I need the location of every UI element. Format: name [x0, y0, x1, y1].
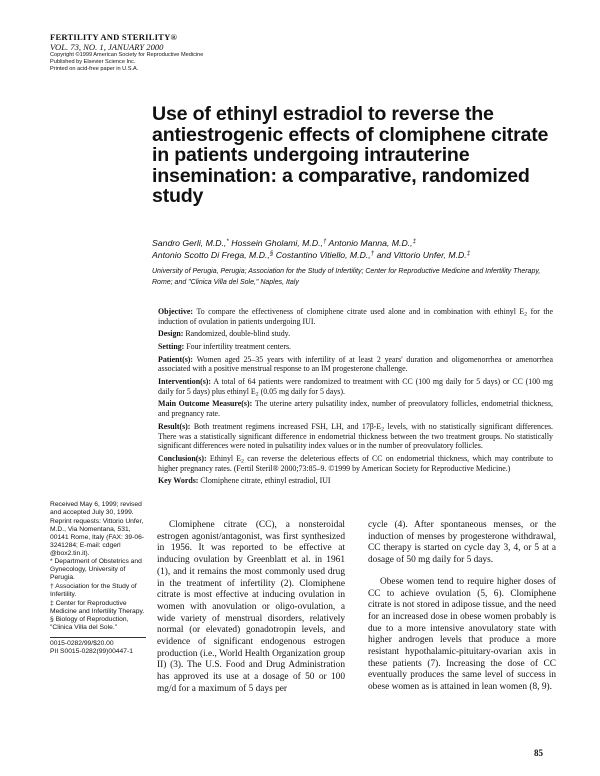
journal-issue: VOL. 73, NO. 1, JANUARY 2000 — [50, 42, 164, 52]
subscript: 2 — [524, 311, 528, 318]
author-mark: * — [226, 238, 229, 246]
abstract-outcome — [158, 399, 553, 419]
received-dates: Received May 6, 1999; revised and accepted July 30, 1999. — [50, 501, 142, 517]
abstract-setting — [158, 342, 553, 352]
abstract-label: Main Outcome Measure(s): — [158, 399, 253, 409]
author-name: Sandro Gerli, M.D., — [152, 238, 227, 248]
author-mark: § — [269, 250, 274, 258]
abstract-text: Both treatment regimens increased FSH, LH, and 17β-E — [190, 421, 382, 431]
author-name: Antonio Scotto Di Frega, M.D., — [152, 250, 270, 261]
abstract-label: Conclusion(s): — [158, 453, 207, 463]
issn-code: 0015-0282/99/$20.00 — [50, 640, 114, 648]
abstract-label: Patient(s): — [158, 354, 194, 364]
abstract — [158, 307, 553, 489]
abstract-label: Result(s): — [158, 421, 191, 431]
body-paragraph: cycle (4). After spontaneous menses, or the induction of menses by progesterone withdrawal, CC therapy is started on cycle day 3, 4, or 5 at a dosage of 50 mg daily for 5 days. — [368, 520, 556, 566]
author-name: Costantino Vitiello, M.D., — [273, 250, 371, 261]
author-line-1 — [152, 237, 552, 249]
abstract-objective — [158, 307, 553, 327]
footnote-1: * Department of Obstetrics and Gynecology, University of Perugia. — [50, 558, 142, 582]
publisher-line: Published by Elsevier Science Inc. — [50, 59, 136, 66]
author-mark: ‡ — [466, 250, 471, 258]
article-codes — [50, 637, 147, 656]
copyright-line: Copyright ©1999 American Society for Reproductive Medicine — [50, 52, 204, 58]
abstract-text: Ethinyl E — [206, 453, 242, 463]
keywords-text: Clomiphene citrate, ethinyl estradiol, IUI — [198, 476, 331, 486]
subscript: 2 — [381, 426, 385, 433]
abstract-design — [158, 329, 553, 339]
footnote-3: ‡ Center for Reproductive Medicine and Infertility Therapy. — [50, 599, 145, 615]
abstract-text: levels, with no statistically significant differences. There was a statistically significant difference in endometrial thickness between the two treatment groups. No statistically significant differences were noted in pulsatility index values or in the number of preovulatory follicles. — [158, 421, 553, 451]
abstract-text: Randomized, double-blind study. — [183, 329, 291, 339]
journal-name: FERTILITY AND STERILITY® — [50, 32, 178, 42]
abstract-text: for the induction of ovulation in patients undergoing IUI. — [158, 307, 553, 326]
author-name: Antonio Manna, M.D., — [326, 238, 413, 248]
body-column-left — [157, 520, 345, 696]
abstract-text: A total of 64 patients were randomized to treatment with CC (100 mg daily for 5 days) or CC (100 mg daily for 5 days) plus ethinyl E — [158, 377, 553, 396]
abstract-conclusions — [158, 454, 553, 474]
page-number: 85 — [534, 748, 543, 758]
abstract-label: Setting: — [158, 342, 185, 352]
abstract-results — [158, 422, 553, 451]
body-column-right — [368, 520, 556, 694]
sidebar-notes — [50, 501, 147, 656]
author-mark: † — [322, 238, 327, 246]
author-line-2 — [152, 249, 552, 261]
abstract-label: Design: — [158, 329, 184, 339]
affiliation: University of Perugia, Perugia; Association for the Study of Infertility; Center for Reproductive Medicine and Infertility Therapy, Rome; and "Clinica Villa del Sole," Naples, Italy — [152, 268, 541, 286]
abstract-text: To compare the effectiveness of clomiphene citrate used alone and in combination with ethinyl E — [193, 307, 525, 316]
abstract-text: (0.05 mg daily for 5 days). — [258, 386, 345, 396]
divider — [50, 637, 146, 638]
author-name: Hossein Gholami, M.D., — [228, 238, 323, 248]
footnote-2: † Association for the Study of Infertility. — [50, 582, 137, 599]
abstract-label: Intervention(s): — [158, 377, 212, 387]
article-title: Use of ethinyl estradiol to reverse the antiestrogenic effects of clomiphene citrate in patients undergoing intrauterine insemination: a comparative, randomized study — [152, 103, 549, 207]
body-paragraph: Obese women tend to require higher doses of CC to achieve ovulation (5, 6). Clomiphene citrate is not stored in adipose tissue, and the need for an increased dose in obese women probably is due to a more intensive anovulatory state with higher androgen levels that produce a more resistant hypothalamic-pituitary-ovarian axis in these patients (7). Increasing the dose of CC eventually produces the same level of success in obese women as is attained in lean women (8, 9). — [368, 576, 556, 693]
paper-note: Printed on acid-free paper in U.S.A. — [50, 66, 139, 73]
author-mark: † — [370, 250, 375, 258]
abstract-label: Key Words: — [158, 476, 199, 486]
subscript: 2 — [255, 391, 259, 398]
abstract-text: Four infertility treatment centers. — [184, 342, 292, 352]
keywords — [158, 476, 553, 486]
author-mark: ‡ — [412, 238, 417, 246]
abstract-text: The uterine artery pulsatility index, number of preovulatory follicles, endometrial thickness, and pregnancy rate. — [158, 399, 553, 419]
abstract-text: Women aged 25–35 years with infertility of at least 2 years' duration and oligomenorrhea or amenorrhea associated with a positive menstrual response to an IM progesterone challenge. — [158, 354, 553, 374]
footnote-4: § Biology of Reproduction, "Clinica Villa del Sole." — [50, 616, 129, 632]
abstract-text: can reverse the deleterious effects of CC on endometrial thickness, which may contribute to higher pregnancy rates. (Fertil Steril® 2000;73:85–9. ©1999 by American Society for Reproductive Medicine.) — [158, 453, 553, 473]
author-list — [152, 237, 552, 262]
abstract-patients — [158, 355, 553, 375]
abstract-label: Objective: — [158, 307, 194, 316]
subscript: 2 — [241, 458, 245, 465]
author-name: and Vittorio Unfer, M.D. — [374, 250, 467, 261]
journal-header — [50, 32, 290, 74]
body-paragraph: Clomiphene citrate (CC), a nonsteroidal estrogen agonist/antagonist, was first synthesized in 1956. It was reported to be effective at inducing ovulation by Greenblatt et al. in 1961 (1), and it remains the most commonly used drug in the treatment of infertility (2). Clomiphene citrate is most effective at inducing ovulation in women with anovulation or oligo-ovulation, a wide variety of menstrual disorders, relatively normal (or elevated) gonadotropin levels, and evidence of significant endogenous estrogen production (i.e., World Health Organization group II) (3). The U.S. Food and Drug Administration has approved its use at a dosage of 50 or 100 mg/d for a maximum of 5 days per — [157, 520, 345, 694]
pii-code: PII S0015-0282(99)00447-1 — [50, 648, 133, 656]
reprint-requests: Reprint requests: Vittorio Unfer, M.D., Via Nomentana, 531, 00141 Rome, Italy (FAX: 39-06-3241284; E-mail: cdgerl @box2.tin.it). — [50, 517, 145, 557]
abstract-interventions — [158, 377, 553, 397]
